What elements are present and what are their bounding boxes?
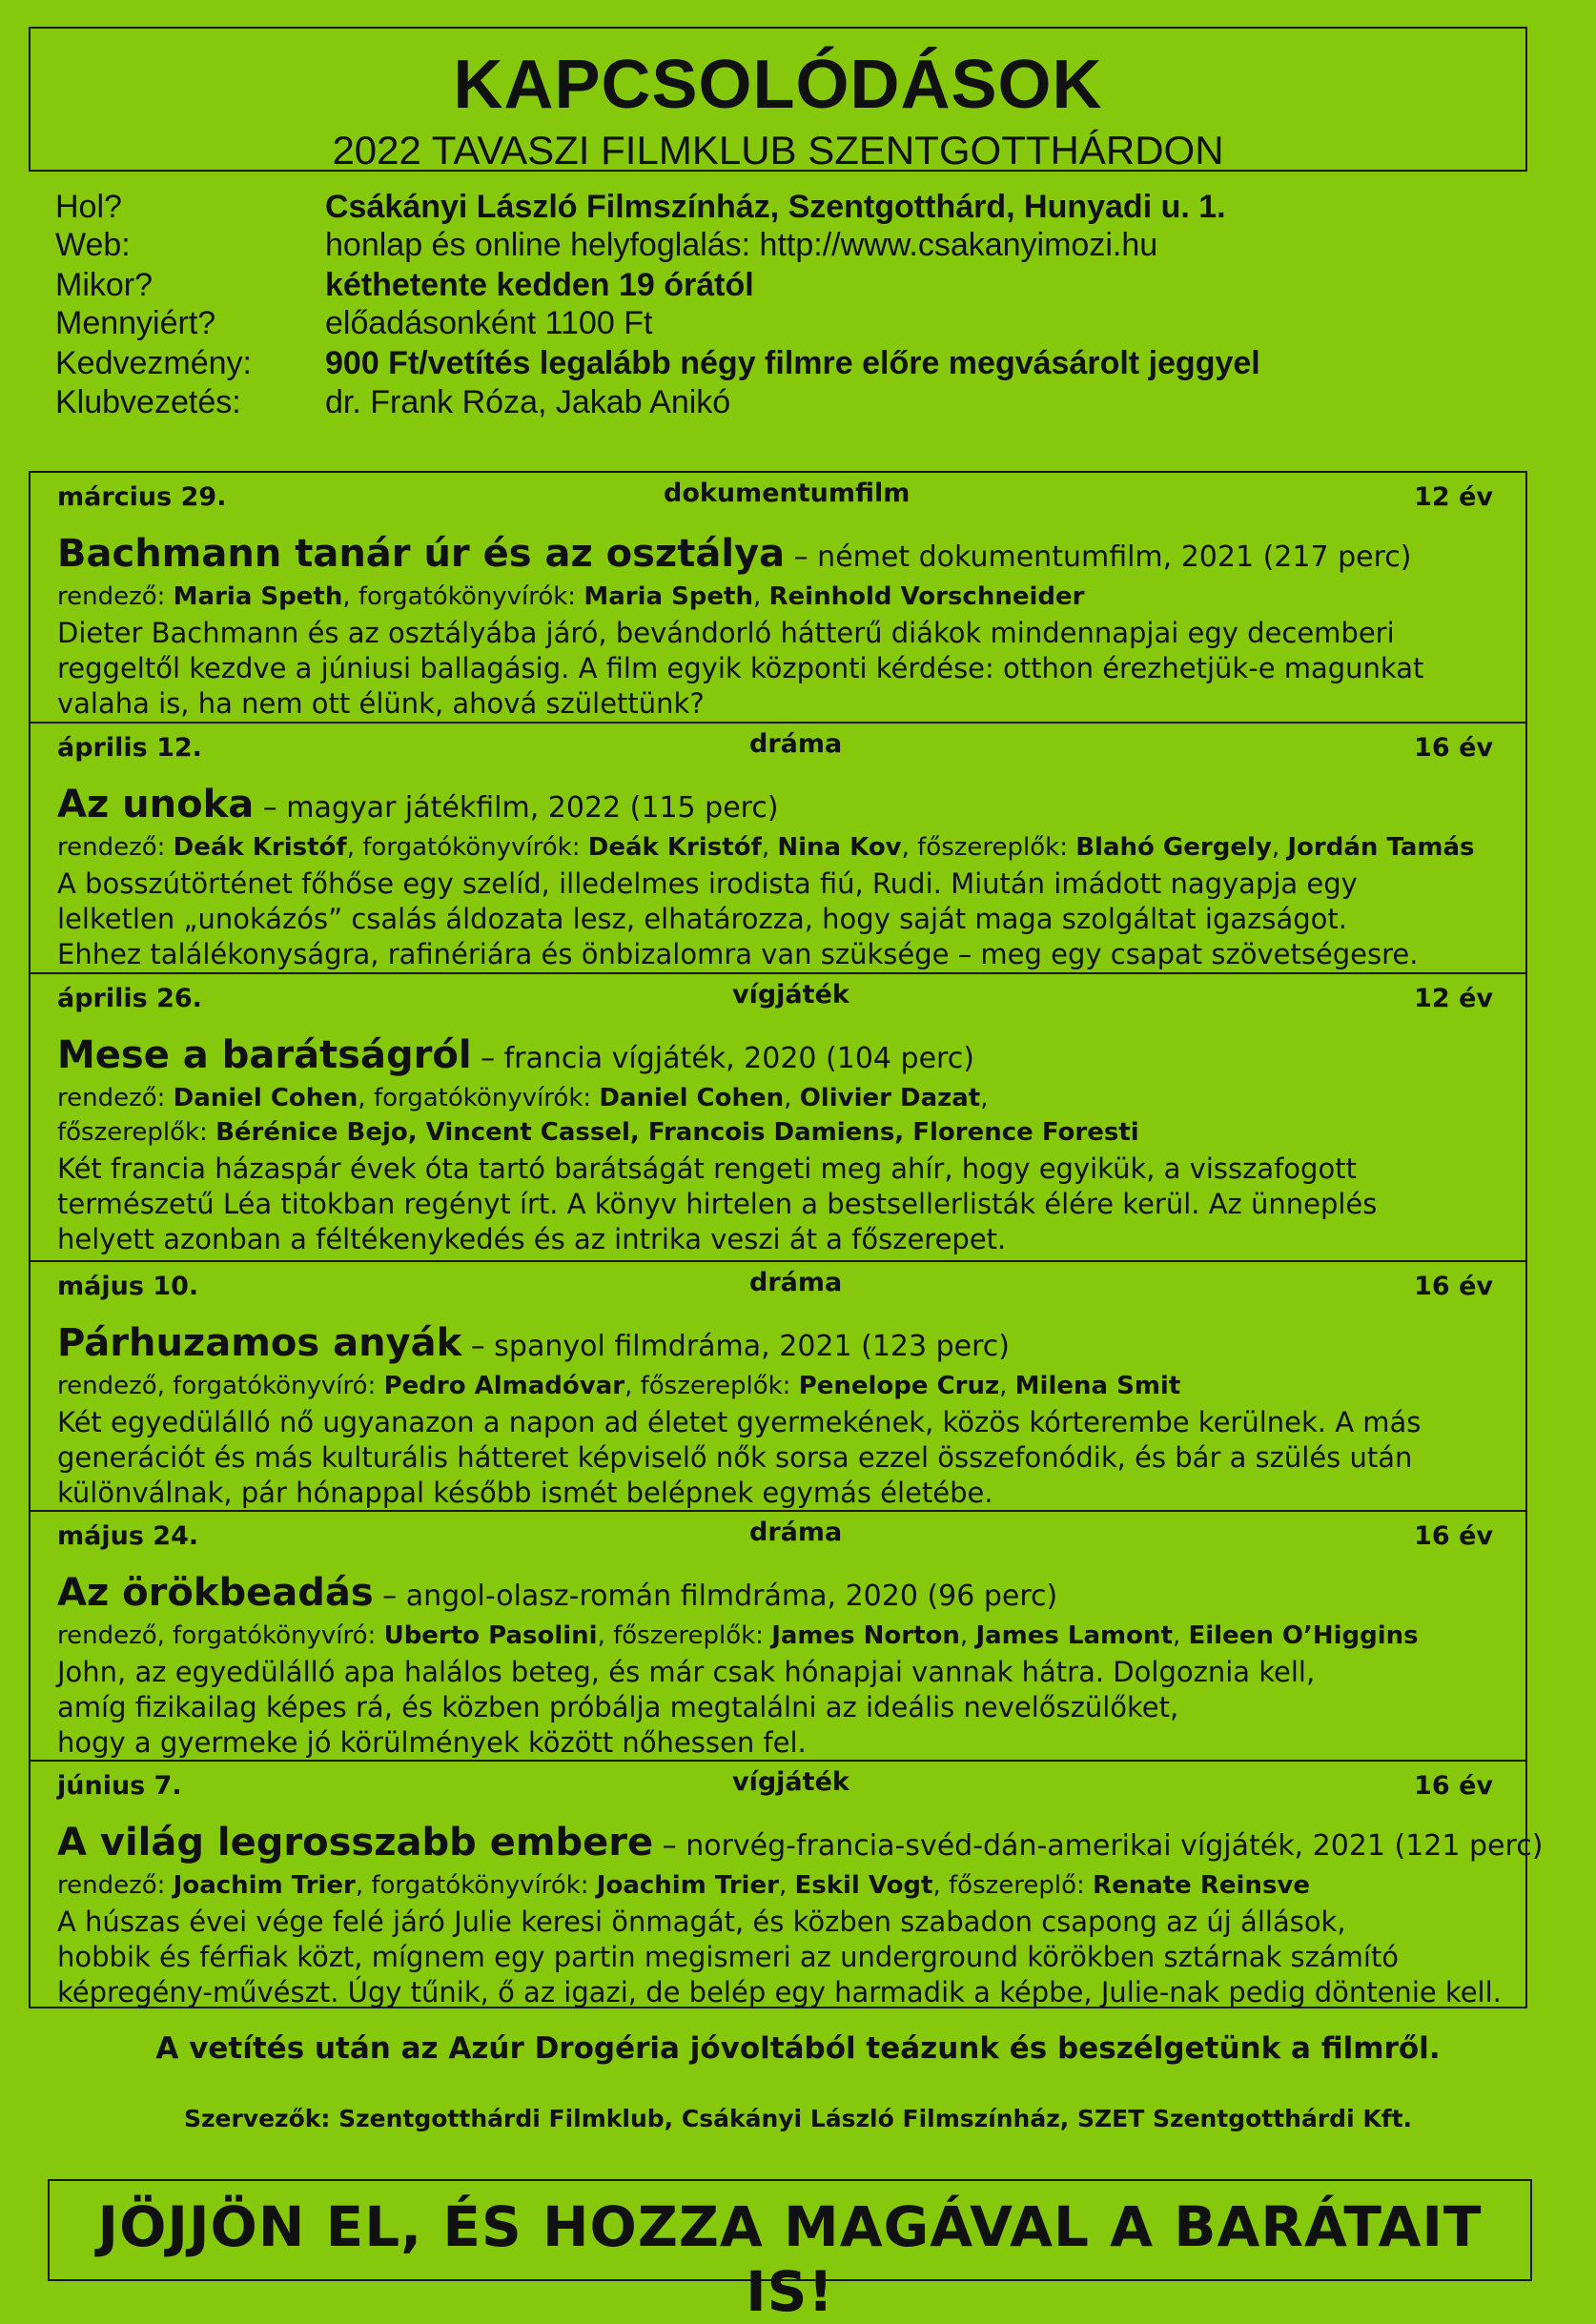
film-date: április 12. [57,733,202,763]
film-age-rating: 16 év [1414,1521,1493,1551]
credit-name: Deák Kristóf [587,833,762,862]
description-line: hobbik és férfiak közt, mígnem egy partin megismeri az underground körökben sztárnak számító [57,1941,1400,1973]
film-age-rating: 16 év [1414,733,1493,763]
description-line: Két egyedülálló nő ugyanazon a napon ad életet gyermekének, közös kórterembe kerülnek. A más [57,1406,1422,1438]
credit-name: Eskil Vogt [794,1871,933,1900]
film-program-box [29,471,1544,2008]
info-label: Kedvezmény: [55,345,252,381]
credit-role: , [999,1372,1015,1400]
credit-name: Olivier Dazat [799,1084,981,1112]
credit-name: Renate Reinsve [1093,1871,1311,1900]
film-age-rating: 12 év [1414,482,1493,512]
description-line: A húszas évei vége felé járó Julie keresi önmagát, és közben szabadon csapong az új állások, [57,1906,1346,1938]
credit-role: rendező, forgatókönyvíró: [57,1372,384,1400]
film-entry [31,724,1525,974]
film-genre: dráma [749,1268,843,1297]
description-line: Két francia házaspár évek óta tartó barátságát rengeti meg ahír, hogy egyikük, a visszafogott [57,1152,1357,1185]
film-meta: – német dokumentumfilm, 2021 (217 perc) [785,540,1412,574]
credit-name: James Lamont [975,1621,1173,1650]
credit-name: Bérénice Bejo, Vincent Cassel, Francois Damiens, Florence Foresti [215,1118,1139,1147]
film-genre: vígjáték [732,1767,849,1797]
credit-role: , [980,1084,989,1112]
film-genre: vígjáték [732,980,849,1009]
credit-role: , [1172,1621,1189,1650]
credit-name: James Norton [771,1621,960,1650]
film-title-line [57,532,1411,576]
film-title-line [57,1321,1010,1365]
description-line: lelketlen „unokázós” csalás áldozata lesz, elhatározza, hogy saját maga szolgáltat igazságot. [57,903,1347,935]
film-title: Párhuzamos anyák [57,1321,462,1365]
film-title: Az örökbeadás [57,1571,374,1615]
credit-name: Daniel Cohen [599,1084,785,1112]
credits-line [57,1619,1419,1653]
info-label: Hol? [55,189,122,225]
organizers-line: Szervezők: Szentgotthárdi Filmklub, Csákányi László Filmszínház, SZET Szentgotthárdi Kft. [183,2105,1413,2132]
film-credits [57,1619,1419,1653]
info-label: Klubvezetés: [55,384,241,420]
credit-role: , forgatókönyvírók: [355,1871,597,1900]
info-value[interactable]: honlap és online helyfoglalás: http://www.csakanyimozi.hu [325,227,1158,263]
credit-name: Reinhold Vorschneider [768,582,1085,611]
description-line: képregény-művészt. Úgy tűnik, ő az igazi, de belép egy harmadik a képbe, Julie-nak pedig döntenie kell. [57,1976,1502,2008]
film-title-line [57,1821,1543,1865]
film-age-rating: 16 év [1414,1771,1493,1801]
credit-role: , főszereplők: [597,1621,772,1650]
credit-role: rendező: [57,1871,174,1900]
credits-line [57,580,1084,614]
film-meta: – spanyol filmdráma, 2021 (123 perc) [461,1330,1010,1363]
film-title-line [57,1571,1057,1615]
credit-role: rendező: [57,582,174,611]
description-line: amíg fizikailag képes rá, és közben próbálja megtalálni az ideális nevelőszülőket, [57,1691,1179,1723]
info-value: dr. Frank Róza, Jakab Anikó [325,384,731,420]
info-value: kéthetente kedden 19 órától [325,267,754,303]
credit-role: , forgatókönyvírók: [358,1084,600,1112]
film-title: Bachmann tanár úr és az osztálya [57,532,786,576]
film-description [57,1905,1502,2010]
credits-line [57,1081,1139,1115]
film-meta: – angol-olasz-román filmdráma, 2020 (96 perc) [373,1580,1058,1613]
film-date: március 29. [57,482,227,512]
credit-role: rendező, forgatókönyvíró: [57,1621,384,1650]
film-description [57,866,1418,972]
credit-role: , [784,1084,800,1112]
film-age-rating: 12 év [1414,984,1493,1013]
film-credits [57,830,1475,865]
film-meta: – norvég-francia-svéd-dán-amerikai vígjáték, 2021 (121 perc) [653,1829,1544,1863]
description-line: természetű Léa titokban regényt írt. A könyv hirtelen a bestsellerlisták élére kerül. Az ünneplés [57,1188,1378,1220]
film-date: május 10. [57,1272,199,1301]
info-value: előadásonként 1100 Ft [325,305,653,341]
description-line: Dieter Bachmann és az osztályába járó, bevándorló hátterű diákok mindennapjai egy decemberi [57,617,1395,649]
film-entry [31,1512,1525,1762]
call-to-action: JÖJJÖN EL, ÉS HOZZA MAGÁVAL A BARÁTAIT IS! [97,2194,1483,2324]
film-credits [57,1081,1139,1150]
film-title: A világ legrosszabb embere [57,1821,654,1865]
credits-line [57,1369,1180,1403]
credit-role: , [1271,833,1288,862]
description-line: A bosszútörténet főhőse egy szelíd, illedelmes irodista fiú, Rudi. Miután imádott nagyapja egy [57,867,1358,900]
credit-role: , [778,1871,795,1900]
credit-name: Milena Smit [1014,1372,1181,1400]
film-genre: dráma [749,1518,843,1547]
credit-role: , főszereplő: [932,1871,1094,1900]
info-value: Csákányi László Filmszínház, Szentgotthárd, Hunyadi u. 1. [325,189,1226,225]
credit-name: Joachim Trier [173,1871,356,1900]
info-label: Mikor? [55,267,153,303]
credits-line [57,1868,1310,1903]
credit-role: , [753,582,769,611]
credit-name: Maria Speth [173,582,343,611]
description-line: Ehhez találékonyságra, rafinériára és önbizalomra van szüksége – meg egy csapat szövetségesre. [57,938,1419,970]
description-line: különválnak, pár hónappal később ismét belépnek egymás életébe. [57,1477,993,1509]
credit-role: rendező: [57,1084,174,1112]
credit-role: , [959,1621,976,1650]
credit-name: Uberto Pasolini [383,1621,598,1650]
credit-role: , főszereplők: [624,1372,799,1400]
header-box [29,27,1527,172]
credit-name: Pedro Almadóvar [383,1372,625,1400]
description-line: helyett azonban a féltékenykedés és az intrika veszi át a főszerepet. [57,1223,1007,1255]
credit-name: Penelope Cruz [798,1372,1000,1400]
description-line: valaha is, ha nem ott élünk, ahová születtünk? [57,687,705,720]
credit-name: Blahó Gergely [1075,833,1272,862]
film-date: május 24. [57,1521,199,1551]
credit-role: , forgatókönyvírók: [342,582,584,611]
film-description [57,1152,1377,1257]
credits-line [57,1115,1139,1150]
film-credits [57,580,1084,614]
film-genre: dokumentumfilm [664,479,911,508]
film-date: június 7. [57,1771,182,1801]
film-entry [31,473,1525,724]
credit-name: Joachim Trier [596,1871,779,1900]
page-title: KAPCSOLÓDÁSOK [453,47,1103,123]
film-entry [31,1262,1525,1512]
page-subtitle: 2022 TAVASZI FILMKLUB SZENTGOTTHÁRDON [332,128,1224,173]
credit-role: , főszereplők: [901,833,1076,862]
film-entry [31,1762,1544,2010]
credits-line [57,830,1475,865]
credit-role: , [761,833,778,862]
film-description [57,1655,1315,1761]
film-title: Az unoka [57,783,255,826]
info-label: Web: [55,227,131,263]
credit-name: Eileen O’Higgins [1188,1621,1419,1650]
film-title-line [57,783,779,826]
credit-name: Nina Kov [777,833,902,862]
credit-role: főszereplők: [57,1118,216,1147]
film-credits [57,1868,1310,1903]
film-genre: dráma [749,729,843,759]
description-line: John, az egyedülálló apa halálos beteg, és már csak hónapjai vannak hátra. Dolgoznia kell, [57,1656,1316,1688]
film-description [57,1405,1421,1511]
film-credits [57,1369,1180,1403]
film-date: április 26. [57,984,202,1013]
film-title-line [57,1033,974,1077]
description-line: hogy a gyermeke jó körülmények között nőhessen fel. [57,1726,807,1759]
film-entry [31,974,1525,1262]
info-label: Mennyiért? [55,305,216,341]
credit-role: , forgatókönyvírók: [346,833,588,862]
film-age-rating: 16 év [1414,1272,1493,1301]
film-description [57,616,1423,722]
footer-note: A vetítés után az Azúr Drogéria jóvoltából teázunk és beszélgetünk a filmről. [155,2031,1441,2066]
film-meta: – magyar játékfilm, 2022 (115 perc) [254,791,779,825]
description-line: reggeltől kezdve a júniusi ballagásig. A film egyik központi kérdése: otthon érezhetjük-e magunkat [57,652,1424,684]
credit-name: Daniel Cohen [173,1084,358,1112]
credit-role: rendező: [57,833,174,862]
call-to-action-box [48,2179,1532,2324]
credit-name: Jordán Tamás [1287,833,1475,862]
credit-name: Maria Speth [583,582,753,611]
film-meta: – francia vígjáték, 2020 (104 perc) [471,1042,974,1075]
film-title: Mese a barátságról [57,1033,472,1077]
description-line: generációt és más kulturális hátteret képviselő nők sorsa ezzel összefonódik, és bár a szülés után [57,1441,1413,1474]
credit-name: Deák Kristóf [173,833,347,862]
info-value: 900 Ft/vetítés legalább négy filmre előre megvásárolt jeggyel [325,345,1260,381]
